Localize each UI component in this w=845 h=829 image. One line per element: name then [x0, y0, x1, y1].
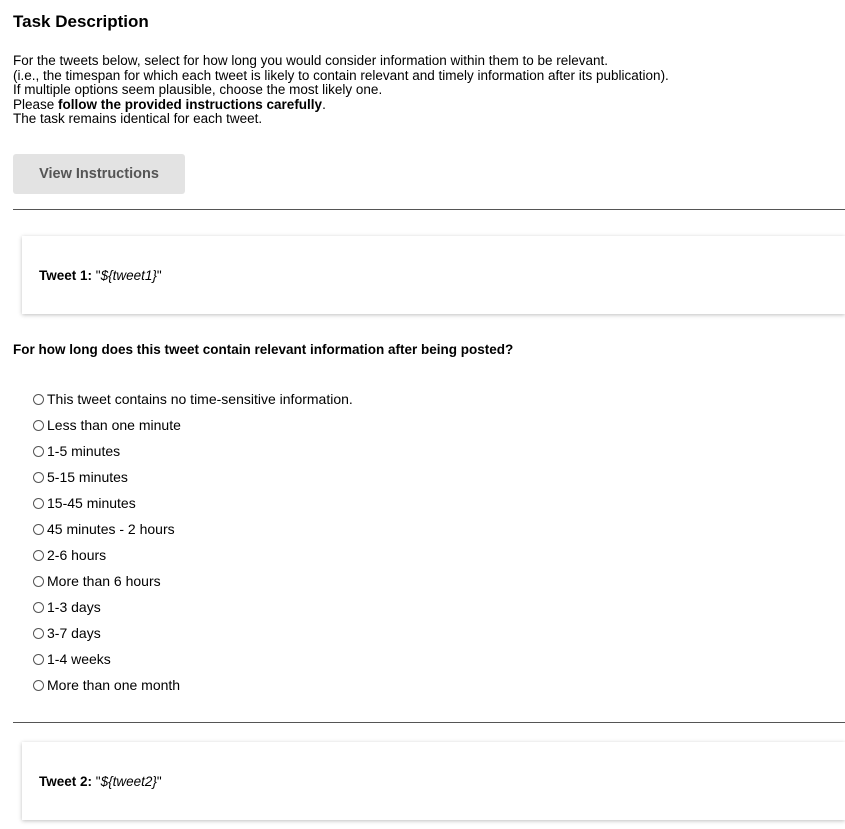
option-label: Less than one minute	[47, 417, 181, 433]
description-text: .	[322, 96, 326, 112]
option-label: More than one month	[47, 677, 181, 693]
option-label: 15-45 minutes	[47, 495, 136, 511]
description-line	[13, 98, 833, 113]
tweet-text	[39, 268, 162, 283]
description-line: The task remains identical for each tweet.	[13, 111, 263, 127]
option-label: 45 minutes - 2 hours	[47, 521, 175, 537]
description-line: For the tweets below, select for how long you would consider information within them to be relevant.	[13, 53, 609, 68]
radio-button[interactable]	[33, 394, 44, 405]
option-label: More than 6 hours	[47, 573, 161, 589]
radio-button[interactable]	[33, 446, 44, 457]
description-emphasis: follow the provided instructions carefully	[58, 96, 323, 112]
radio-button[interactable]	[33, 550, 44, 561]
duration-option[interactable]	[33, 542, 353, 568]
duration-option[interactable]	[33, 672, 353, 698]
option-label: 1-3 days	[47, 599, 101, 615]
duration-option[interactable]	[33, 412, 353, 438]
radio-button[interactable]	[33, 680, 44, 691]
duration-option[interactable]	[33, 464, 353, 490]
question-text: For how long does this tweet contain relevant information after being posted?	[13, 342, 514, 357]
option-label: This tweet contains no time-sensitive information.	[47, 391, 353, 407]
task-description	[13, 54, 833, 127]
page-title: Task Description	[13, 12, 149, 31]
quote-mark: "	[92, 773, 101, 789]
tweet-value: ${tweet1}	[100, 267, 157, 283]
tweet-label: Tweet 2:	[39, 773, 93, 789]
radio-button[interactable]	[33, 654, 44, 665]
tweet-label: Tweet 1:	[39, 267, 93, 283]
description-line: If multiple options seem plausible, choose the most likely one.	[13, 82, 383, 98]
duration-option[interactable]	[33, 516, 353, 542]
duration-option[interactable]	[33, 620, 353, 646]
radio-button[interactable]	[33, 602, 44, 613]
radio-button[interactable]	[33, 420, 44, 431]
tweet-card-2	[22, 742, 845, 820]
divider	[13, 722, 845, 723]
quote-mark: "	[92, 267, 101, 283]
description-text: Please	[13, 96, 59, 112]
tweet-card-1	[22, 236, 845, 314]
quote-mark: "	[156, 267, 162, 283]
option-label: 2-6 hours	[47, 547, 107, 563]
duration-options	[33, 386, 353, 698]
duration-option[interactable]	[33, 594, 353, 620]
duration-option[interactable]	[33, 490, 353, 516]
radio-button[interactable]	[33, 498, 44, 509]
option-label: 1-4 weeks	[47, 651, 111, 667]
duration-option[interactable]	[33, 438, 353, 464]
description-line: (i.e., the timespan for which each tweet is likely to contain relevant and timely information after its publication).	[13, 67, 669, 83]
divider	[13, 209, 845, 210]
radio-button[interactable]	[33, 472, 44, 483]
duration-option[interactable]	[33, 386, 353, 412]
tweet-value: ${tweet2}	[100, 773, 157, 789]
duration-option[interactable]	[33, 646, 353, 672]
option-label: 5-15 minutes	[47, 469, 128, 485]
option-label: 3-7 days	[47, 625, 101, 641]
tweet-text	[39, 774, 162, 789]
view-instructions-button[interactable]: View Instructions	[13, 154, 185, 194]
duration-option[interactable]	[33, 568, 353, 594]
option-label: 1-5 minutes	[47, 443, 121, 459]
radio-button[interactable]	[33, 524, 44, 535]
quote-mark: "	[156, 773, 162, 789]
radio-button[interactable]	[33, 576, 44, 587]
radio-button[interactable]	[33, 628, 44, 639]
